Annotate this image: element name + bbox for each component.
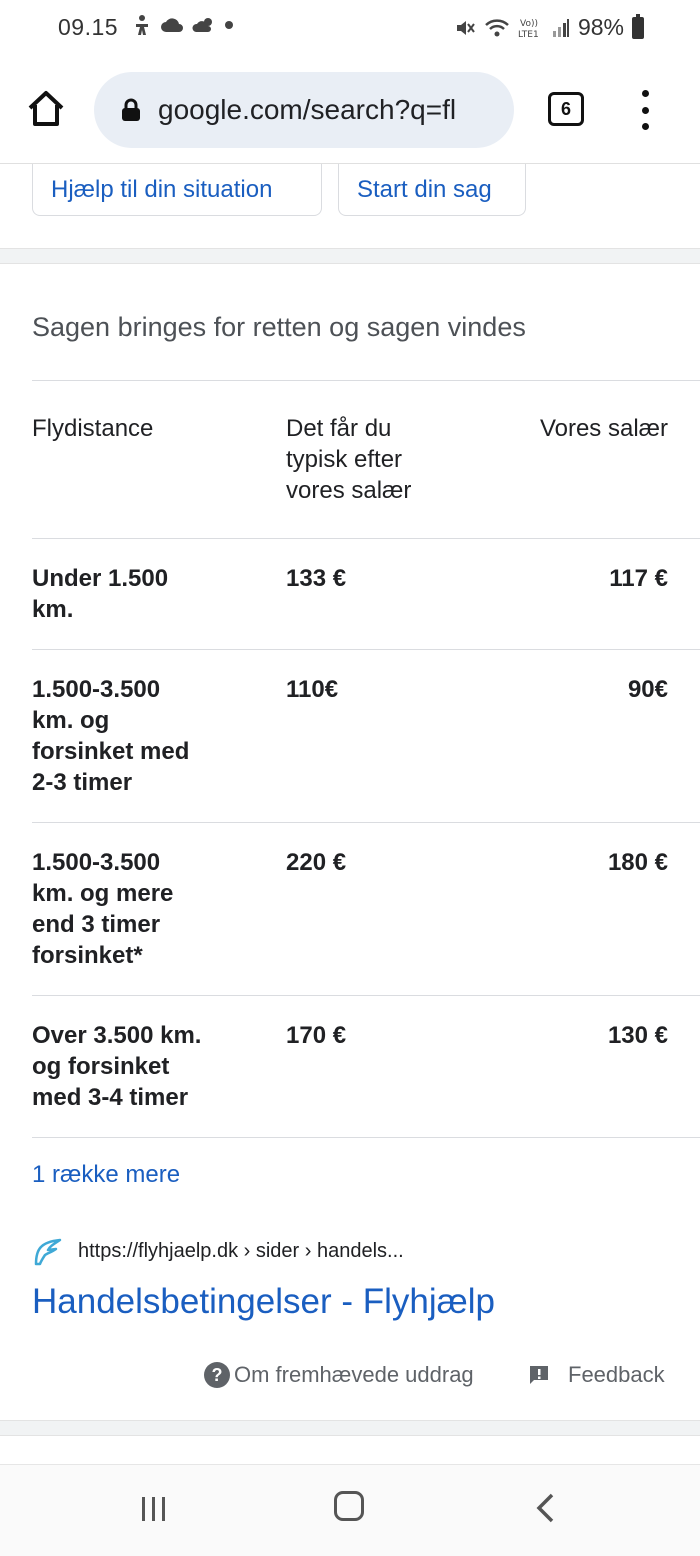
table-row-you-get: 170 € [286,1022,347,1049]
tab-switcher-button[interactable]: 6 [548,92,584,126]
table-row-fee: 90€ [627,676,668,703]
lock-icon [120,98,142,122]
wifi-icon [484,17,510,39]
address-bar[interactable] [94,72,514,148]
more-menu-icon[interactable] [638,90,652,130]
result-source-url[interactable]: https://flyhjaelp.dk › sider › handels... [78,1240,404,1262]
recent-apps-icon[interactable] [140,1495,168,1523]
svg-text:LTE1: LTE1 [517,29,539,39]
divider [32,995,700,996]
accessibility-icon [132,14,152,36]
feedback-icon [528,1364,550,1386]
status-bar [0,0,700,56]
about-snippets-button[interactable] [204,1362,474,1388]
table-row-you-get: 220 € [286,849,347,876]
divider [32,1137,700,1138]
weather-icon [192,16,216,34]
section-title: Sagen bringes for retten og sagen vindes [32,312,526,342]
url-text: google.com/search?q=fl [158,94,457,125]
dot-icon [224,20,234,30]
cloud-icon [160,16,184,34]
signal-icon [552,17,570,39]
feedback-label: Feedback [568,1362,665,1387]
divider [32,380,700,381]
more-rows-link[interactable]: 1 række mere [32,1161,181,1188]
status-time: 09.15 [58,14,119,40]
divider [32,822,700,823]
home-icon[interactable] [24,86,68,130]
notification-icons [132,14,234,36]
flyhjaelp-favicon [32,1236,64,1268]
chip-help-situation[interactable]: Hjælp til din situation [32,164,322,216]
table-header-distance: Flydistance [32,415,154,442]
browser-toolbar [0,60,700,164]
back-icon[interactable] [534,1493,556,1523]
table-row-fee: 117 € [609,565,668,592]
feedback-button[interactable] [528,1362,665,1388]
table-row-distance: Over 3.500 km. og forsinket med 3-4 timer [32,1022,202,1111]
help-icon: ? [204,1362,230,1388]
table-row-you-get: 110€ [286,676,339,703]
chip-start-case[interactable]: Start din sag [338,164,526,216]
system-icons [454,14,644,41]
volte-icon [518,17,544,39]
section-divider [0,248,700,264]
mute-icon [454,17,476,39]
table-row-fee: 180 € [607,849,668,876]
table-row-distance: Under 1.500 km. [32,565,169,623]
table-row-distance: 1.500-3.500 km. og mere end 3 timer forsinket* [32,849,174,969]
divider [32,649,700,650]
table-header-fee: Vores salær [539,415,668,442]
table-row-fee: 130 € [607,1022,668,1049]
section-divider [0,1420,700,1436]
table-header-you-get: Det får du typisk efter vores salær [286,415,412,504]
table-row-distance: 1.500-3.500 km. og forsinket med 2-3 timer [32,676,190,796]
result-title-link[interactable]: Handelsbetingelser - Flyhjælp [32,1282,495,1321]
table-row-you-get: 133 € [286,565,347,592]
svg-text:Vo)): Vo)) [519,18,538,29]
about-snippets-label: Om fremhævede uddrag [234,1362,474,1387]
battery-icon [632,17,644,39]
divider [32,538,700,539]
system-nav-bar [0,1464,700,1556]
battery-percent: 98% [577,14,624,40]
home-nav-icon[interactable] [334,1491,364,1521]
